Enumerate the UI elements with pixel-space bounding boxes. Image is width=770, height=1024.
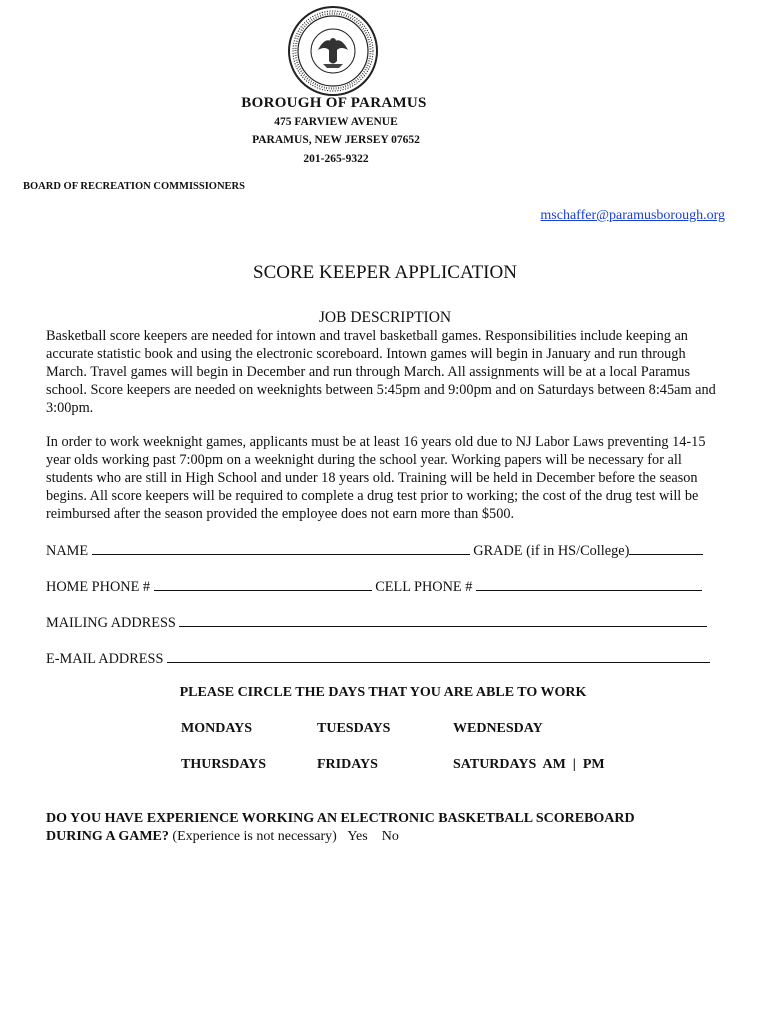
mailing-address-row bbox=[46, 614, 707, 632]
cell-phone-field[interactable] bbox=[476, 578, 702, 591]
requirements-paragraph: In order to work weeknight games, applicants must be at least 16 years old due to NJ Labor Laws preventing 14-15 year olds working past 7:00pm on a weeknight during the school year. Working papers will be necessary for all students who are still in High School and under 18 years old. Training will be held in December before the season begins. All score keepers will be required to complete a drug test prior to working; the cost of the drug test will be reimbursed after the season provided the employee does not earn more than $500. bbox=[46, 434, 706, 522]
home-phone-field[interactable] bbox=[154, 578, 372, 591]
borough-seal-logo bbox=[287, 6, 379, 96]
day-tuesdays[interactable]: TUESDAYS bbox=[317, 721, 391, 736]
name-label: NAME bbox=[46, 543, 89, 559]
name-row bbox=[46, 542, 703, 560]
contact-email-link[interactable]: mschaffer@paramusborough.org bbox=[540, 208, 725, 223]
experience-question bbox=[46, 810, 635, 846]
mailing-address-field[interactable] bbox=[179, 614, 707, 627]
address-line-2: PARAMUS, NEW JERSEY 07652 bbox=[252, 134, 420, 146]
address-line-1: 475 FARVIEW AVENUE bbox=[274, 116, 398, 128]
document-title: SCORE KEEPER APPLICATION bbox=[253, 262, 517, 283]
board-name: BOARD OF RECREATION COMMISSIONERS bbox=[23, 181, 245, 192]
day-saturdays[interactable]: SATURDAYS AM | PM bbox=[453, 757, 605, 772]
cell-phone-label: CELL PHONE # bbox=[375, 579, 473, 595]
experience-question-line1: DO YOU HAVE EXPERIENCE WORKING AN ELECTRONIC BASKETBALL SCOREBOARD bbox=[46, 811, 635, 826]
answer-no[interactable]: No bbox=[381, 829, 399, 844]
name-field[interactable] bbox=[92, 542, 470, 555]
job-description-paragraph: Basketball score keepers are needed for intown and travel basketball games. Responsibilities include keeping an accurate statistic book and using the electronic scoreboard. Intown games will begin in January and run through March. Travel games will begin in December and run through March. All assignments will be at a local Paramus school. Score keepers are needed on weeknights between 5:45pm and 9:00pm and on Saturdays between 8:45am and 3:00pm. bbox=[46, 328, 716, 416]
home-phone-label: HOME PHONE # bbox=[46, 579, 151, 595]
grade-field[interactable] bbox=[629, 542, 703, 555]
section-title: JOB DESCRIPTION bbox=[318, 309, 452, 326]
day-fridays[interactable]: FRIDAYS bbox=[317, 757, 378, 772]
email-row bbox=[46, 650, 710, 668]
day-thursdays[interactable]: THURSDAYS bbox=[181, 757, 267, 772]
organization-name: BOROUGH OF PARAMUS bbox=[241, 95, 427, 111]
experience-question-line2: DURING A GAME? bbox=[46, 829, 169, 844]
day-wednesday[interactable]: WEDNESDAY bbox=[453, 721, 543, 736]
office-phone: 201-265-9322 bbox=[303, 153, 369, 165]
mailing-address-label: MAILING ADDRESS bbox=[46, 615, 176, 631]
email-label: E-MAIL ADDRESS bbox=[46, 651, 164, 667]
grade-label: GRADE (if in HS/College) bbox=[473, 543, 630, 559]
day-mondays[interactable]: MONDAYS bbox=[181, 721, 253, 736]
experience-note: (Experience is not necessary) bbox=[168, 829, 337, 844]
email-field[interactable] bbox=[167, 650, 710, 663]
phone-row bbox=[46, 578, 702, 596]
days-instruction: PLEASE CIRCLE THE DAYS THAT YOU ARE ABLE TO WORK bbox=[179, 685, 587, 700]
answer-yes[interactable]: Yes bbox=[347, 829, 368, 844]
